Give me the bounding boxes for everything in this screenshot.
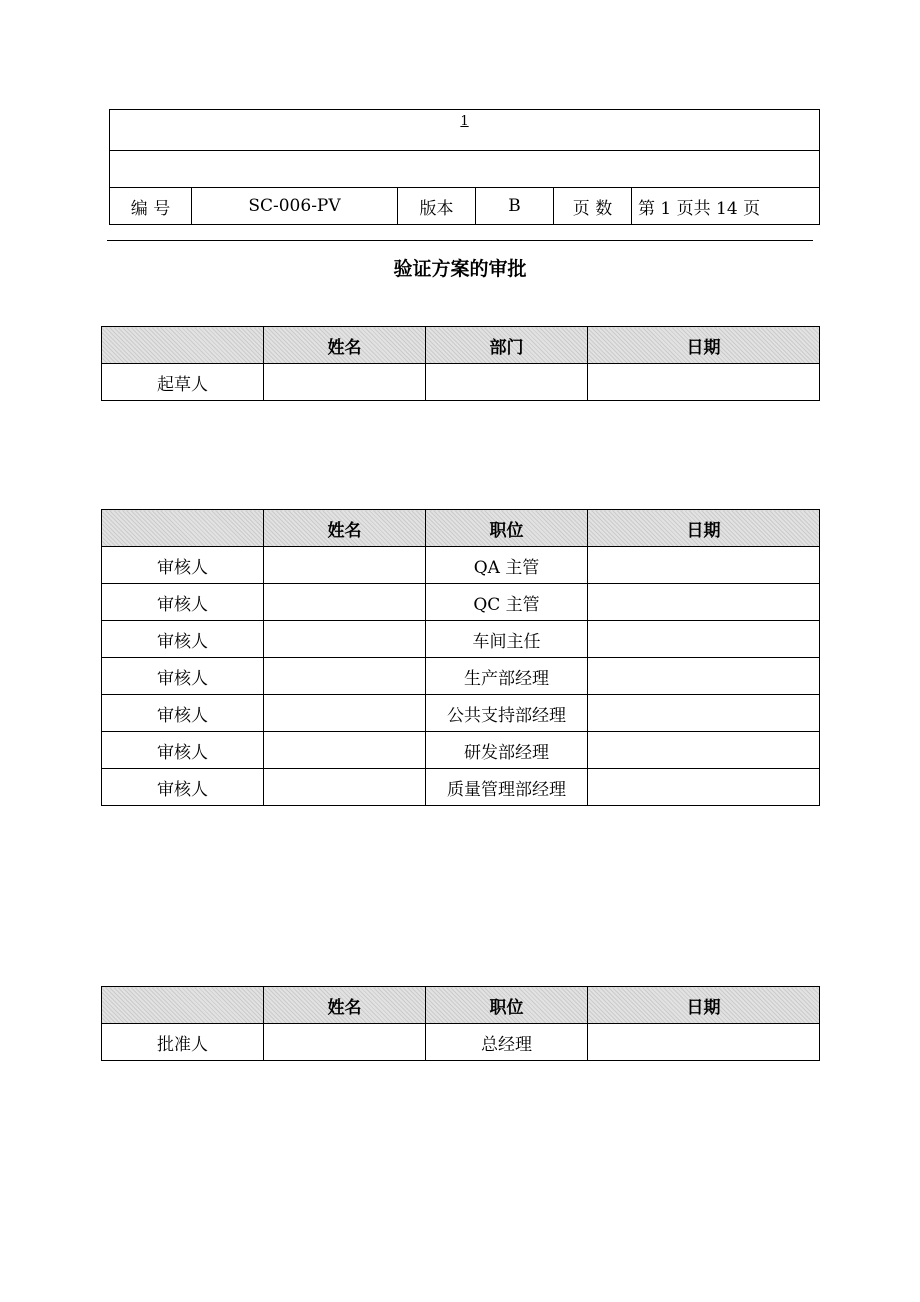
name-cell <box>264 364 426 401</box>
name-cell <box>264 547 426 584</box>
drafter-header-row <box>102 327 820 364</box>
header-divider <box>107 240 813 241</box>
name-cell <box>264 695 426 732</box>
date-cell <box>588 658 820 695</box>
name-cell <box>264 732 426 769</box>
column-header: 日期 <box>588 327 820 364</box>
date-cell <box>588 621 820 658</box>
role-cell: 审核人 <box>102 732 264 769</box>
date-cell <box>588 769 820 806</box>
date-cell <box>588 547 820 584</box>
approve-header-row <box>102 987 820 1024</box>
date-cell <box>588 1024 820 1061</box>
version-label: 版本 <box>398 188 476 225</box>
table-row <box>102 658 820 695</box>
column-header: 职位 <box>426 510 588 547</box>
position-cell: 公共支持部经理 <box>426 695 588 732</box>
date-cell <box>588 695 820 732</box>
column-header: 日期 <box>588 987 820 1024</box>
dept-cell <box>426 364 588 401</box>
table-row <box>102 584 820 621</box>
column-header: 职位 <box>426 987 588 1024</box>
diagonal-header-cell <box>102 987 264 1024</box>
header-blank-cell <box>110 151 820 188</box>
position-cell: 质量管理部经理 <box>426 769 588 806</box>
column-header: 姓名 <box>264 327 426 364</box>
table-row <box>102 621 820 658</box>
column-header: 姓名 <box>264 987 426 1024</box>
position-cell: 车间主任 <box>426 621 588 658</box>
table-row <box>102 695 820 732</box>
column-header: 姓名 <box>264 510 426 547</box>
page-title: 验证方案的审批 <box>393 258 527 280</box>
position-cell: 总经理 <box>426 1024 588 1061</box>
version-value: B <box>476 188 554 225</box>
position-cell: 生产部经理 <box>426 658 588 695</box>
diagonal-header-cell <box>102 510 264 547</box>
role-cell: 审核人 <box>102 695 264 732</box>
header-info-row <box>110 188 820 225</box>
role-cell: 审核人 <box>102 584 264 621</box>
column-header: 日期 <box>588 510 820 547</box>
role-cell: 起草人 <box>102 364 264 401</box>
table-row <box>102 732 820 769</box>
review-header-row <box>102 510 820 547</box>
role-cell: 审核人 <box>102 547 264 584</box>
review-table <box>101 509 820 806</box>
table-row <box>102 547 820 584</box>
date-cell <box>588 364 820 401</box>
diagonal-header-cell <box>102 327 264 364</box>
name-cell <box>264 1024 426 1061</box>
name-cell <box>264 658 426 695</box>
role-cell: 审核人 <box>102 769 264 806</box>
date-cell <box>588 732 820 769</box>
header-page-mark-row <box>110 110 820 151</box>
role-cell: 审核人 <box>102 658 264 695</box>
role-cell: 批准人 <box>102 1024 264 1061</box>
column-header: 部门 <box>426 327 588 364</box>
name-cell <box>264 584 426 621</box>
page-mark: 1 <box>110 110 820 151</box>
position-cell: QA 主管 <box>426 547 588 584</box>
drafter-table <box>101 326 820 401</box>
name-cell <box>264 769 426 806</box>
role-cell: 审核人 <box>102 621 264 658</box>
table-row <box>102 769 820 806</box>
approve-table <box>101 986 820 1061</box>
code-label: 编 号 <box>110 188 192 225</box>
date-cell <box>588 584 820 621</box>
pages-value: 第 1 页共 14 页 <box>632 188 820 225</box>
code-value: SC-006-PV <box>192 188 398 225</box>
table-row <box>102 1024 820 1061</box>
document-header-table <box>109 109 820 225</box>
table-row <box>102 364 820 401</box>
pages-label: 页 数 <box>554 188 632 225</box>
position-cell: 研发部经理 <box>426 732 588 769</box>
header-blank-row <box>110 151 820 188</box>
name-cell <box>264 621 426 658</box>
position-cell: QC 主管 <box>426 584 588 621</box>
